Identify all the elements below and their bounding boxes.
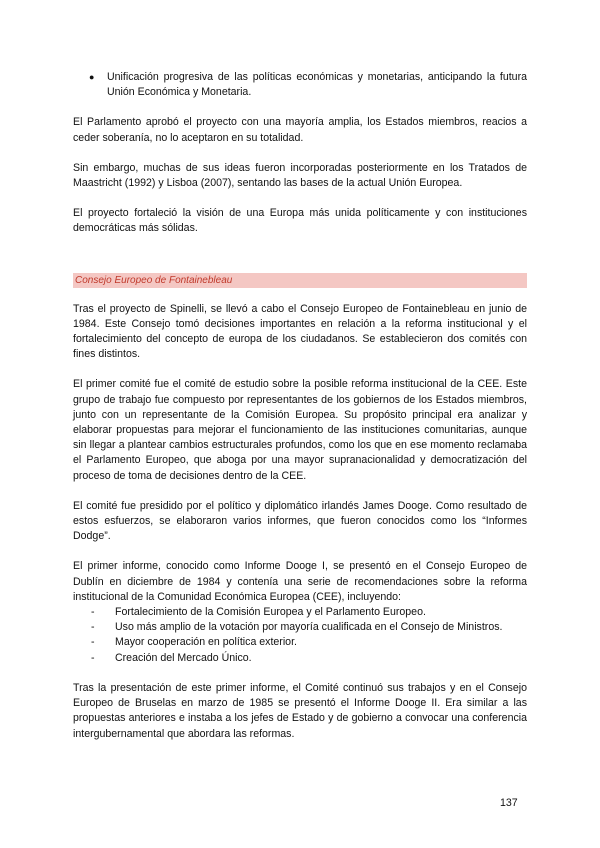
paragraph: El Parlamento aprobó el proyecto con una mayoría amplia, los Estados miembros, reacios a ceder soberanía, no lo aceptaron en su totalidad. <box>73 116 527 144</box>
dash-icon: - <box>91 606 95 619</box>
bullet-text: Unificación progresiva de las políticas económicas y monetarias, anticipando la futura Unión Económica y Monetaria. <box>107 71 527 99</box>
dash-icon: - <box>91 651 95 664</box>
bullet-item <box>89 70 527 100</box>
paragraph: Tras la presentación de este primer informe, el Comité continuó sus trabajos y en el Consejo Europeo de Bruselas en marzo de 1985 se presentó el Informe Dooge II. Era similar a las propuestas anteriores e instaba a los jefes de Estado y de gobierno a convocar una conferencia intergubernamental que abordara las reformas. <box>73 681 527 740</box>
paragraph: El primer comité fue el comité de estudio sobre la posible reforma institucional de la CEE. Este grupo de trabajo fue compuesto por representantes de los gobiernos de los Estados miembros, junto con un representante de la Comisión Europea. Su propósito principal era analizar y elaborar propuestas para mejorar el funcionamiento de las instituciones comunitarias, aunque sin llegar a plantear cambios estructurales profundos, como los que en ese momento reclamaba el Parlamento Europeo, que aboga por una mayor supranacionalidad y democratización del proceso de toma de decisiones dentro de la CEE. <box>73 378 527 482</box>
list-item: - Fortalecimiento de la Comisión Europea y el Parlamento Europeo. <box>73 605 527 620</box>
list-item: - Uso más amplio de la votación por mayoría cualificada en el Consejo de Ministros. <box>73 620 527 635</box>
document-page <box>73 70 527 742</box>
list-item: - Creación del Mercado Único. <box>73 651 527 666</box>
section-heading: Consejo Europeo de Fontainebleau <box>73 273 527 288</box>
paragraph: El comité fue presidido por el político y diplomático irlandés James Dooge. Como resultado de estos esfuerzos, se elaboraron varios informes, que fueron conocidos como los “Informes Dodge”. <box>73 499 527 543</box>
dash-list <box>73 605 527 666</box>
bullet-dot-icon: ● <box>89 72 95 82</box>
paragraph: Tras el proyecto de Spinelli, se llevó a cabo el Consejo Europeo de Fontainebleau en junio de 1984. Este Consejo tomó decisiones importantes en relación a la reforma institucional y el fortalecimiento del concepto de europa de los ciudadanos. Se establecieron dos comités con fines distintos. <box>73 302 527 361</box>
paragraph: El primer informe, conocido como Informe Dooge I, se presentó en el Consejo Europeo de Dublín en diciembre de 1984 y contenía una serie de recomendaciones sobre la reforma institucional de la Comunidad Económica Europea (CEE), incluyendo: <box>73 560 527 603</box>
dash-icon: - <box>91 621 95 634</box>
list-item: - Mayor cooperación en política exterior. <box>73 635 527 650</box>
page-number: 137 <box>500 797 518 809</box>
paragraph: Sin embargo, muchas de sus ideas fueron incorporadas posteriormente en los Tratados de Maastricht (1992) y Lisboa (2007), sentando las bases de la actual Unión Europea. <box>73 161 527 190</box>
paragraph: El proyecto fortaleció la visión de una Europa más unida políticamente y con instituciones democráticas más sólidas. <box>73 207 527 235</box>
dash-icon: - <box>91 636 95 649</box>
